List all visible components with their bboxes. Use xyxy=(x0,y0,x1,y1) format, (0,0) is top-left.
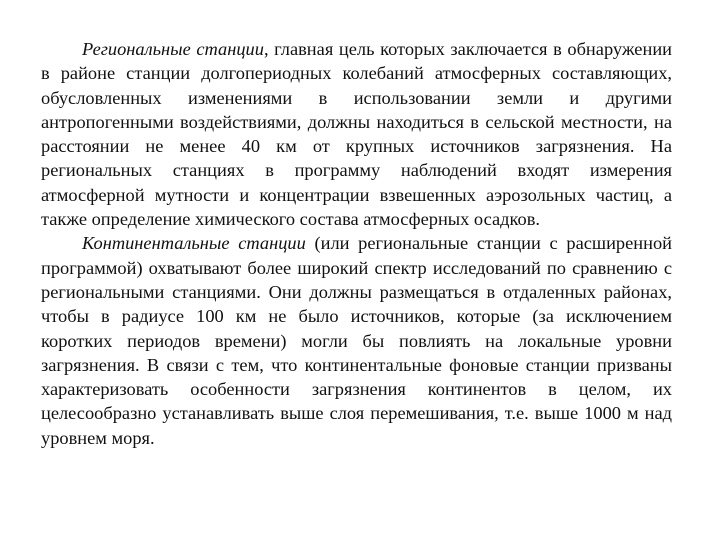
paragraph-continental-stations xyxy=(41,231,672,450)
paragraph-text: (или региональные станции с расширенной программой) охватывают более широкий спектр исследований по сравнению с региональными станциями. Они должны размещаться в отдаленных районах, чтобы в радиусе 100 км не было источников, которые (за исключением коротких периодов времени) могли бы повлиять на локальные уровни загрязнения. В связи с тем, что континентальные фоновые станции призваны характеризовать особенности загрязнения континентов в целом, их целесообразно устанавливать выше слоя перемешивания, т.е. выше 1000 м над уровнем моря. xyxy=(41,233,672,448)
term-continental-stations: Континентальные станции xyxy=(82,233,306,254)
term-regional-stations: Региональные станции xyxy=(82,39,264,59)
paragraph-text: , главная цель которых заключается в обнаружении в районе станции долгопериодных колебаний атмосферных составляющих, обусловленных изменениями в использовании земли и другими антропогенными воздействиями, должны находиться в сельской местности, на расстоянии не менее 40 км от крупных источников загрязнения. На региональных станциях в программу наблюдений входят измерения атмосферной мутности и концентрации взвешенных аэрозольных частиц, а также определение химического состава атмосферных осадков. xyxy=(41,39,672,230)
paragraph-regional-stations xyxy=(41,37,672,231)
